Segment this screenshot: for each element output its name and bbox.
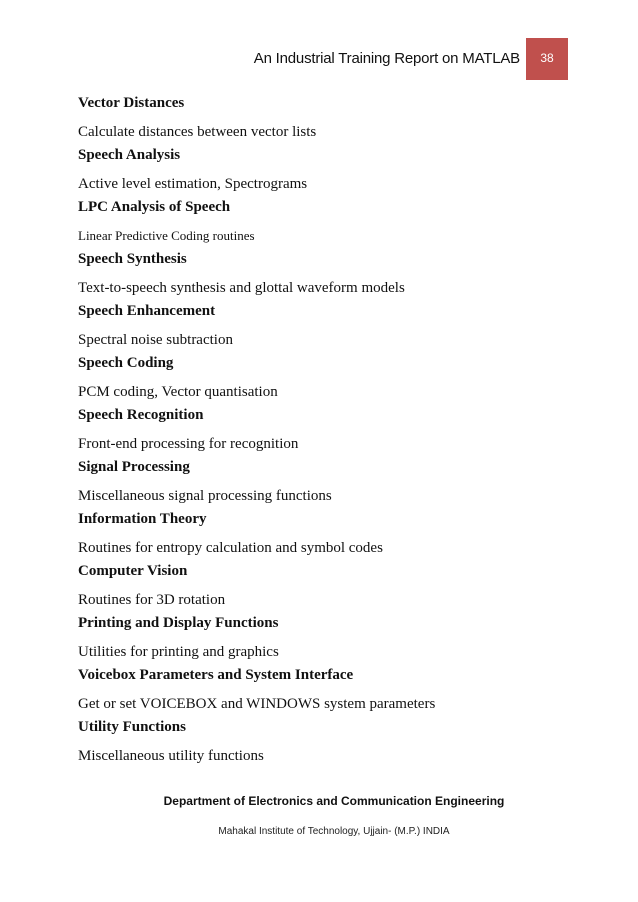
category-description: Routines for 3D rotation (78, 592, 226, 608)
category-description: Calculate distances between vector lists (78, 124, 317, 140)
category-title: Voicebox Parameters and System Interface (78, 667, 354, 683)
category-title: LPC Analysis of Speech (78, 199, 231, 215)
footer-institute: Mahakal Institute of Technology, Ujjain- (M.P.) INDIA (218, 826, 450, 837)
category-description: Spectral noise subtraction (78, 332, 233, 348)
category-vector-distances (78, 92, 578, 144)
category-voicebox-parameters (78, 664, 578, 716)
category-title: Utility Functions (78, 719, 186, 735)
category-description: Get or set VOICEBOX and WINDOWS system parameters (78, 696, 436, 712)
category-title: Printing and Display Functions (78, 615, 279, 631)
category-title: Speech Enhancement (78, 303, 216, 319)
category-title: Speech Analysis (78, 147, 181, 163)
category-title: Speech Coding (78, 355, 174, 371)
page-number-badge (526, 38, 568, 80)
category-description: Front-end processing for recognition (78, 436, 299, 452)
category-information-theory (78, 508, 578, 560)
report-title: An Industrial Training Report on MATLAB (253, 50, 520, 67)
category-description: PCM coding, Vector quantisation (78, 384, 278, 400)
category-speech-enhancement (78, 300, 578, 352)
category-description: Active level estimation, Spectrograms (78, 176, 308, 192)
footer-department: Department of Electronics and Communication Engineering (163, 794, 505, 808)
category-description: Utilities for printing and graphics (78, 644, 279, 660)
category-speech-analysis (78, 144, 578, 196)
category-title: Computer Vision (78, 563, 188, 579)
category-description: Text-to-speech synthesis and glottal waveform models (78, 280, 405, 296)
category-title: Vector Distances (78, 95, 185, 111)
category-description: Linear Predictive Coding routines (78, 228, 255, 243)
category-utility-functions (78, 716, 578, 768)
page-number: 38 (540, 51, 554, 65)
category-description: Miscellaneous signal processing functions (78, 488, 332, 504)
category-computer-vision (78, 560, 578, 612)
category-speech-coding (78, 352, 578, 404)
category-title: Speech Synthesis (78, 251, 187, 267)
category-title: Information Theory (78, 511, 207, 527)
category-printing-display (78, 612, 578, 664)
category-title: Signal Processing (78, 459, 190, 475)
category-speech-recognition (78, 404, 578, 456)
category-description: Miscellaneous utility functions (78, 748, 264, 764)
function-category-list (78, 92, 578, 768)
category-lpc-analysis (78, 196, 578, 248)
page-header (0, 38, 638, 80)
category-speech-synthesis (78, 248, 578, 300)
category-description: Routines for entropy calculation and symbol codes (78, 540, 383, 556)
category-signal-processing (78, 456, 578, 508)
category-title: Speech Recognition (78, 407, 204, 423)
